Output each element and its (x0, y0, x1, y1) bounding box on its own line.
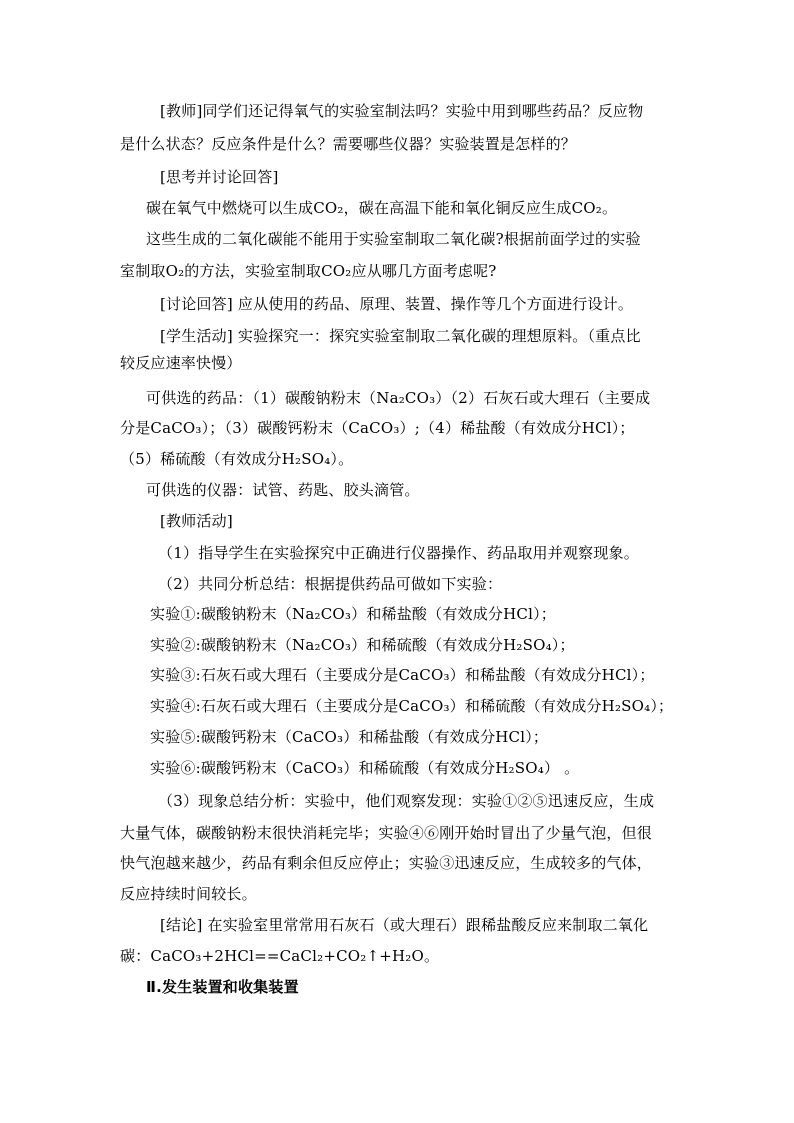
reagents-line-3: （5）稀硫酸（有效成分H₂SO₄）。 (120, 450, 354, 468)
experiment-6: 实验⑥:碳酸钙粉末（CaCO₃）和稀硫酸（有效成分H₂SO₄） 。 (150, 759, 580, 777)
section-heading-apparatus: Ⅱ.发生装置和收集装置 (146, 978, 299, 996)
conclusion-line-1: [结论] 在实验室里常常用石灰石（或大理石）跟稀盐酸反应来制取二氧化 (160, 916, 649, 934)
experiment-2: 实验②:碳酸钠粉末（Na₂CO₃）和稀硫酸（有效成分H₂SO₄）； (150, 636, 575, 654)
reagents-line-2: 分是CaCO₃）；（3）碳酸钙粉末（CaCO₃）;（4）稀盐酸（有效成分HCl）； (120, 419, 635, 437)
observation-line-1: （3）现象总结分析：实验中，他们观察发现：实验①②⑤迅速反应，生成 (158, 792, 655, 810)
teacher-activity-heading: [教师活动] (160, 512, 233, 530)
experiment-4: 实验④:石灰石或大理石（主要成分是CaCO₃）和稀硫酸（有效成分H₂SO₄）； (150, 697, 674, 715)
observation-line-4: 反应持续时间较长。 (120, 885, 257, 903)
reagents-line-1: 可供选的药品：（1）碳酸钠粉末（Na₂CO₃）（2）石灰石或大理石（主要成 (146, 389, 651, 407)
instruments-line: 可供选的仪器：试管、药匙、胶头滴管。 (146, 481, 420, 499)
student-activity-line-2: 较反应速率快慢） (120, 354, 242, 372)
teacher-activity-item-2: （2）共同分析总结：根据提供药品可做如下实验： (158, 575, 503, 593)
observation-line-2: 大量气体，碳酸钠粉末很快消耗完毕；实验④⑥刚开始时冒出了少量气泡，但很 (120, 824, 653, 842)
teacher-question-line-1: [教师]同学们还记得氧气的实验室制法吗？实验中用到哪些药品？反应物 (160, 102, 644, 120)
conclusion-line-2: 碳：CaCO₃+2HCl==CaCl₂+CO₂↑+H₂O。 (120, 947, 440, 965)
teacher-question-line-2: 是什么状态？反应条件是什么？需要哪些仪器？实验装置是怎样的？ (120, 135, 577, 153)
observation-line-3: 快气泡越来越少，药品有剩余但反应停止；实验③迅速反应，生成较多的气体， (120, 854, 653, 872)
discussion-heading: [思考并讨论回答] (160, 168, 279, 186)
discussion-answer: [讨论回答] 应从使用的药品、原理、装置、操作等几个方面进行设计。 (160, 295, 634, 313)
question-co2-line-2: 室制取O₂的方法，实验室制取CO₂应从哪几方面考虑呢? (120, 262, 497, 280)
experiment-1: 实验①:碳酸钠粉末（Na₂CO₃）和稀盐酸（有效成分HCl）； (150, 605, 556, 623)
carbon-combustion-text: 碳在氧气中燃烧可以生成CO₂，碳在高温下能和氧化铜反应生成CO₂。 (146, 199, 618, 217)
experiment-3: 实验③:石灰石或大理石（主要成分是CaCO₃）和稀盐酸（有效成分HCl）； (150, 666, 655, 684)
experiment-5: 实验⑤:碳酸钙粉末（CaCO₃）和稀盐酸（有效成分HCl）； (150, 728, 549, 746)
student-activity-line-1: [学生活动] 实验探究一：探究实验室制取二氧化碳的理想原料。（重点比 (160, 327, 641, 345)
teacher-activity-item-1: （1）指导学生在实验探究中正确进行仪器操作、药品取用并观察现象。 (158, 544, 639, 562)
question-co2-line-1: 这些生成的二氧化碳能不能用于实验室制取二氧化碳?根据前面学过的实验 (146, 230, 641, 248)
